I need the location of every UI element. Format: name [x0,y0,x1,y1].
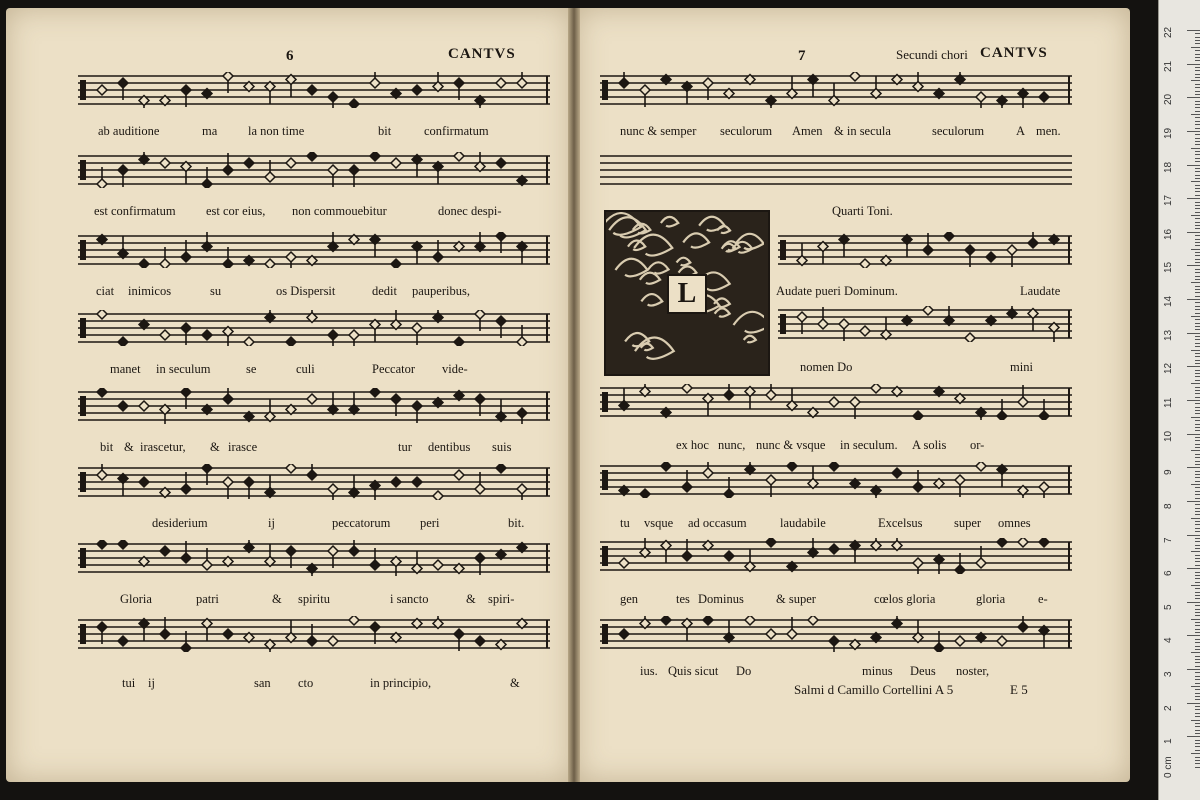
ruler-label: 19 [1163,127,1174,139]
ruler-label: 3 [1163,671,1174,678]
staff-right-6 [600,462,1072,498]
staff-right-7 [600,538,1072,574]
ruler-label: 11 [1163,397,1174,408]
signature-mark: E 5 [1010,682,1028,697]
staff-left-2 [78,152,550,188]
staff-left-6 [78,464,550,500]
ruler-label: 17 [1163,195,1174,207]
staff-right-4 [778,306,1072,342]
ruler-label: 12 [1163,363,1174,375]
ruler-label: 22 [1163,26,1174,38]
ruler-label: 14 [1163,295,1174,308]
ruler-label: 6 [1163,570,1174,577]
ruler-label: 4 [1163,637,1174,644]
left-header: CANTVS [448,46,516,62]
ruler-label: 0 cm [1163,756,1174,778]
ruler-label: 16 [1163,228,1174,240]
measurement-ruler [1158,0,1200,800]
ruler-label: 10 [1163,430,1174,442]
ruler-label: 15 [1163,262,1174,274]
staff-right-2-empty [600,152,1072,188]
ruler-label: 5 [1163,604,1174,610]
ruler-label: 13 [1163,329,1174,341]
staff-left-1 [78,72,550,108]
ruler-label: 2 [1163,705,1174,711]
right-header: CANTVS [980,45,1048,61]
ruler-label: 9 [1163,469,1174,476]
staff-left-3 [78,232,550,268]
ruler-label: 1 [1163,738,1174,745]
footer-title: Salmi d Camillo Cortellini A 5 [794,682,954,697]
section-heading: Quarti Toni. [832,204,893,218]
right-page-number: 7 [798,48,806,64]
ruler-label: 7 [1163,536,1174,543]
initial-letter: L [667,274,707,314]
right-header-prefix: Secundi chori [896,47,968,62]
staff-left-4 [78,310,550,346]
ruler-label: 21 [1163,60,1174,72]
staff-right-1 [600,72,1072,108]
book-gutter [568,8,580,782]
staff-left-5 [78,388,550,424]
left-page-number: 6 [286,48,294,64]
staff-left-7 [78,540,550,576]
staff-right-3 [778,232,1072,268]
ruler-label: 20 [1163,94,1174,106]
staff-right-5 [600,384,1072,420]
ruler-label: 8 [1163,503,1174,509]
staff-right-8 [600,616,1072,652]
staff-left-8 [78,616,550,652]
ruler-label: 18 [1163,161,1174,173]
